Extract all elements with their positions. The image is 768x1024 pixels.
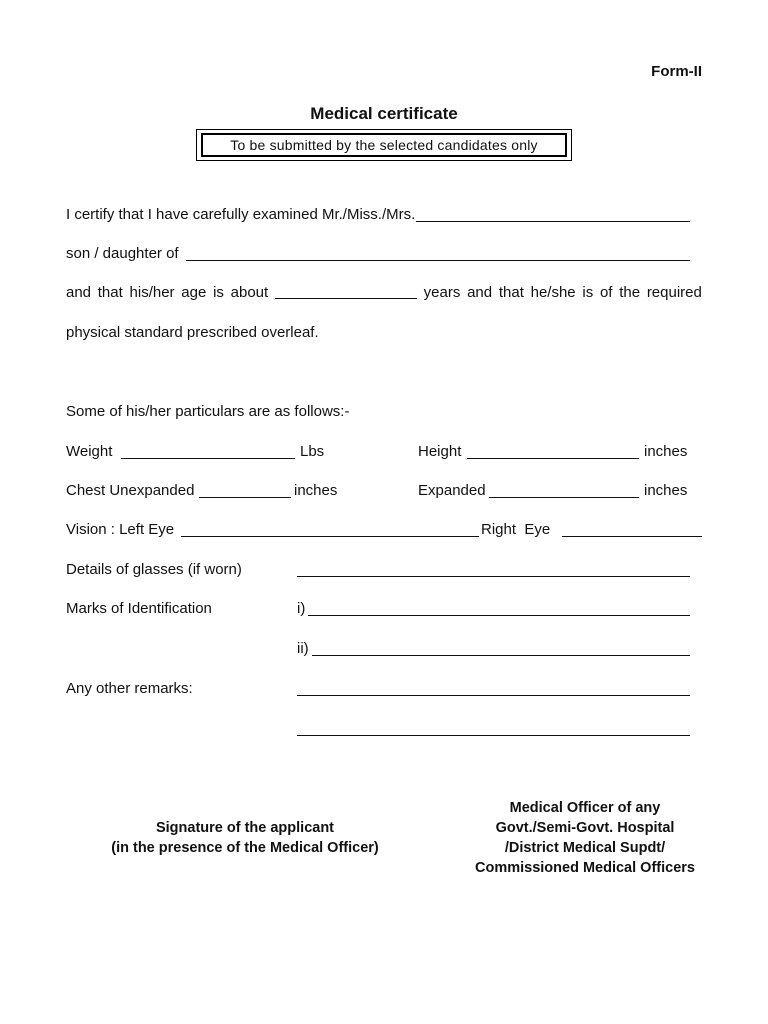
vision-right-label: Right Eye	[481, 521, 551, 538]
weight-field[interactable]	[121, 458, 295, 459]
age-field[interactable]	[275, 284, 417, 299]
marks-label: Marks of Identification	[66, 600, 212, 617]
height-field[interactable]	[467, 458, 639, 459]
officer-signature	[460, 798, 710, 878]
form-number: Form-II	[651, 63, 702, 80]
certify-line-3-word: is	[582, 284, 594, 301]
chest-unit: inches	[294, 482, 338, 499]
vision-right-field[interactable]	[562, 536, 702, 537]
height-label: Height	[418, 443, 462, 460]
certify-line-3-word: required	[646, 284, 702, 301]
applicant-signature-line-1: Signature of the applicant	[155, 820, 335, 836]
certify-line-3-word: that	[97, 284, 123, 301]
officer-signature-line-3: /District Medical Supdt/	[504, 840, 666, 856]
name-field[interactable]	[416, 221, 690, 222]
chest-field[interactable]	[199, 497, 291, 498]
marks-ii-label: ii)	[297, 640, 309, 657]
parent-name-field[interactable]	[186, 260, 690, 261]
weight-unit: Lbs	[300, 443, 325, 460]
applicant-signature	[80, 818, 410, 858]
certify-line-3-word: of	[599, 284, 613, 301]
certify-line-3	[66, 284, 702, 301]
officer-signature-line-4: Commissioned Medical Officers	[475, 860, 695, 876]
glasses-label: Details of glasses (if worn)	[66, 561, 242, 578]
certify-line-3-word: the	[619, 284, 641, 301]
glasses-field[interactable]	[297, 576, 690, 577]
page-title: Medical certificate	[310, 104, 458, 123]
expanded-unit: inches	[644, 482, 688, 499]
remarks-label: Any other remarks:	[66, 680, 193, 697]
subtitle-box	[196, 129, 572, 161]
vision-left-field[interactable]	[181, 536, 479, 537]
vision-left-label: Vision : Left Eye	[66, 521, 175, 538]
certify-line-1: I certify that I have carefully examined Mr./Miss./Mrs.	[66, 206, 416, 223]
certify-line-2: son / daughter of	[66, 245, 179, 262]
subtitle-text: To be submitted by the selected candidates only	[201, 133, 567, 157]
particulars-intro: Some of his/her particulars are as follows:-	[66, 403, 350, 420]
weight-label: Weight	[66, 443, 113, 460]
remarks-field-1[interactable]	[297, 695, 690, 696]
certify-line-3-word: and	[467, 284, 493, 301]
chest-label: Chest Unexpanded	[66, 482, 195, 499]
remarks-field-2[interactable]	[297, 735, 690, 736]
officer-signature-line-1: Medical Officer of any	[509, 800, 661, 816]
certify-line-3-word: he/she	[530, 284, 576, 301]
expanded-field[interactable]	[489, 497, 639, 498]
certify-line-3-word: and	[66, 284, 92, 301]
marks-ii-field[interactable]	[312, 655, 690, 656]
expanded-label: Expanded	[418, 482, 486, 499]
certify-line-3-word: his/her	[129, 284, 175, 301]
certify-line-3-word: that	[498, 284, 524, 301]
marks-i-field[interactable]	[308, 615, 690, 616]
applicant-signature-line-2: (in the presence of the Medical Officer)	[111, 840, 379, 856]
officer-signature-line-2: Govt./Semi-Govt. Hospital	[495, 820, 675, 836]
certify-line-3-word: about	[230, 284, 269, 301]
marks-i-label: i)	[297, 600, 306, 617]
certify-line-3-word: age	[181, 284, 207, 301]
certify-line-3-word: is	[213, 284, 224, 301]
certify-line-4: physical standard prescribed overleaf.	[66, 324, 319, 341]
height-unit: inches	[644, 443, 688, 460]
certify-line-3-word: years	[423, 284, 461, 301]
